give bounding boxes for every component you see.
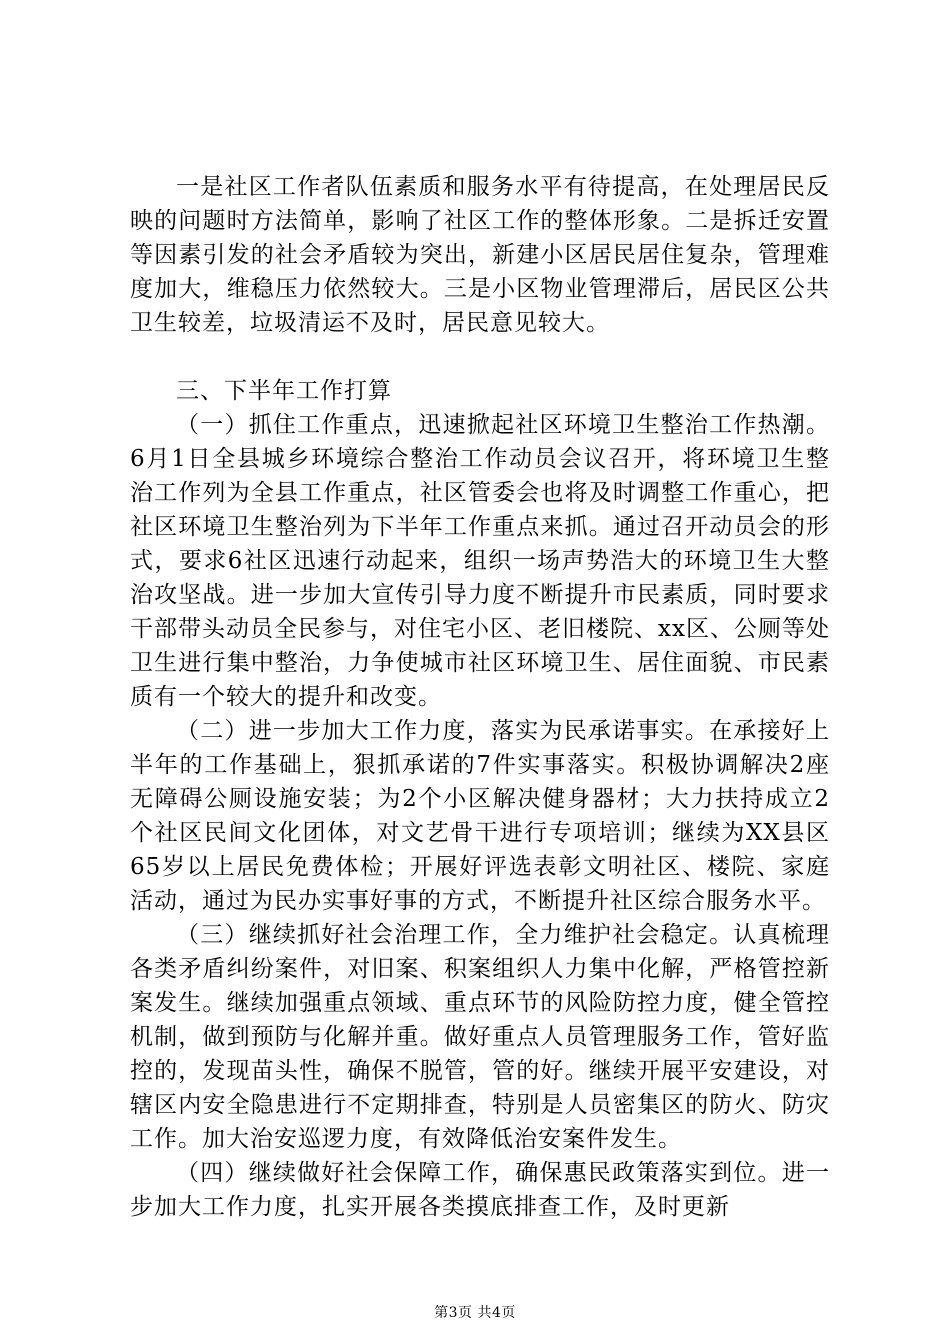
paragraph-item-3: （三）继续抓好社会治理工作，全力维护社会稳定。认真梳理各类矛盾纠纷案件，对旧案、积案组织人力集中化解，严格管控新案发生。继续加强重点领域、重点环节的风险防控力度，健全管控机制，做到预防与化解并重。做好重点人员管理服务工作，管好监控的，发现苗头性，确保不脱管，管的好。继续开展平安建设，对辖区内安全隐患进行不定期排查，特别是人员密集区的防火、防灾工作。加大治安巡逻力度，有效降低治安案件发生。: [130, 922, 830, 1152]
section-heading: 三、下半年工作打算: [176, 378, 392, 404]
paragraph-item-4: （四）继续做好社会保障工作，确保惠民政策落实到位。进一步加大工作力度，扎实开展各类摸底排查工作，及时更新: [130, 1160, 830, 1220]
document-body: [130, 170, 830, 1224]
paragraph-item-1: （一）抓住工作重点，迅速掀起社区环境卫生整治工作热潮。6月1日全县城乡环境综合整治工作动员会议召开，将环境卫生整治工作列为全县工作重点，社区管委会也将及时调整工作重心，把社区环境卫生整治列为下半年工作重点来抓。通过召开动员会的形式，要求6社区迅速行动起来，组织一场声势浩大的环境卫生大整治攻坚战。进一步加大宣传引导力度不断提升市民素质，同时要求干部带头动员全民参与，对住宅小区、老旧楼院、xx区、公厕等处卫生进行集中整治，力争使城市社区环境卫生、居住面貌、市民素质有一个较大的提升和改变。: [130, 412, 830, 710]
paragraph-item-2: （二）进一步加大工作力度，落实为民承诺事实。在承接好上半年的工作基础上，狠抓承诺的7件实事落实。积极协调解决2座无障碍公厕设施安装；为2个小区解决健身器材；大力扶持成立2个社区民间文化团体，对文艺骨干进行专项培训；继续为XX县区65岁以上居民免费体检；开展好评选表彰文明社区、楼院、家庭活动，通过为民办实事好事的方式，不断提升社区综合服务水平。: [130, 718, 830, 914]
page-footer: 第3页 共4页: [434, 1305, 516, 1321]
paragraph-problems: 一是社区工作者队伍素质和服务水平有待提高，在处理居民反映的问题时方法简单，影响了社区工作的整体形象。二是拆迁安置等因素引发的社会矛盾较为突出，新建小区居民居住复杂，管理难度加大，维稳压力依然较大。三是小区物业管理滞后，居民区公共卫生较差，垃圾清运不及时，居民意见较大。: [130, 174, 830, 336]
